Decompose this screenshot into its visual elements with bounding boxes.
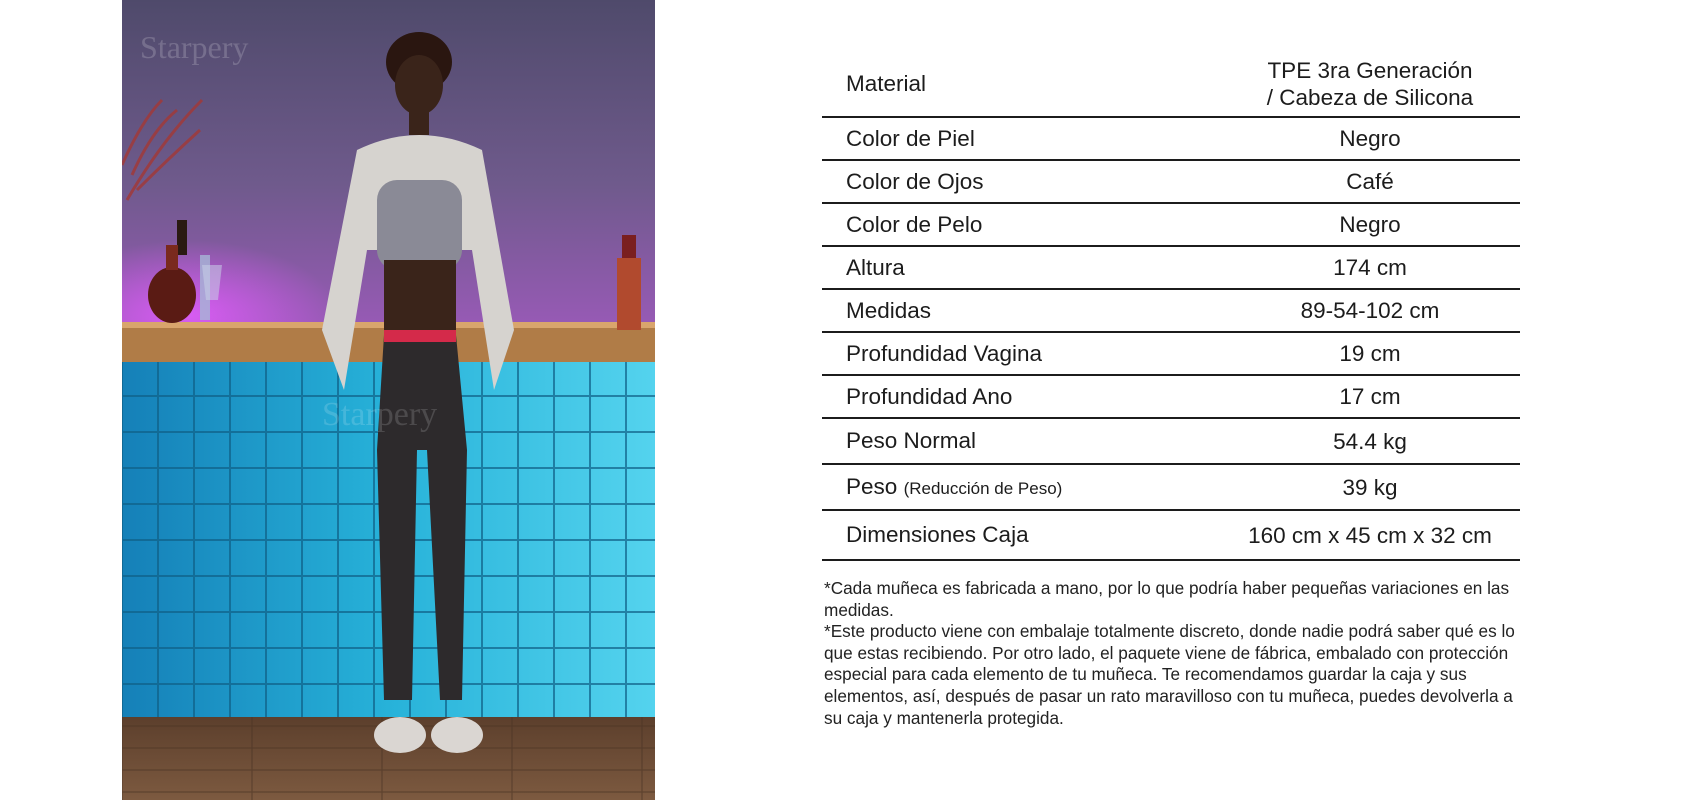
spec-label	[822, 474, 1234, 500]
spec-row-reduced-weight	[822, 465, 1520, 511]
spec-label: Profundidad Vagina	[846, 340, 1042, 366]
spec-label: Profundidad Ano	[846, 383, 1013, 409]
spec-label: Dimensiones Caja	[846, 522, 1029, 547]
spec-value	[1234, 57, 1520, 111]
spec-label-note: (Reducción de Peso)	[903, 479, 1063, 498]
spec-row-anal-depth	[822, 376, 1520, 419]
spec-row-material	[822, 52, 1520, 118]
spec-value: 160 cm x 45 cm x 32 cm	[1248, 522, 1492, 548]
spec-value: 89-54-102 cm	[1300, 298, 1440, 323]
spec-row-skin-color	[822, 118, 1520, 161]
spec-row-measurements	[822, 290, 1520, 333]
spec-value: 174 cm	[1333, 255, 1407, 280]
spec-row-vaginal-depth	[822, 333, 1520, 376]
spec-row-eye-color	[822, 161, 1520, 204]
watermark-text-center: Starpery	[322, 396, 438, 433]
spec-label-text: Peso	[846, 474, 898, 499]
spec-value: Negro	[1339, 126, 1401, 151]
spec-value: 54.4 kg	[1333, 428, 1407, 454]
spec-value-line: / Cabeza de Silicona	[1266, 85, 1474, 110]
watermark-text: Starpery	[140, 29, 249, 65]
product-photo	[122, 0, 655, 800]
product-photo-illustration	[122, 0, 655, 800]
spec-table	[822, 52, 1520, 561]
spec-value: 17 cm	[1339, 384, 1401, 409]
spec-label: Color de Ojos	[846, 168, 984, 194]
spec-value: 19 cm	[1339, 341, 1401, 366]
spec-label: Altura	[846, 254, 905, 280]
spec-label: Peso Normal	[846, 428, 977, 453]
spec-value: Negro	[1339, 212, 1401, 237]
spec-value-line: TPE 3ra Generación	[1267, 58, 1473, 83]
spec-value: Café	[1346, 169, 1394, 194]
spec-row-height	[822, 247, 1520, 290]
packaging-note: *Este producto viene con embalaje totalmente discreto, donde nadie podrá saber qué es lo que estas recibiendo. Por otro lado, el paquete viene de fábrica, embalado con protección especial para cada elemento de tu muñeca. Te recomendamos guardar la caja y sus elementos, así, después de pasar un rato maravilloso con tu muñeca, puedes devolverla a su caja y mantenerla protegida.	[824, 621, 1515, 728]
spec-row-hair-color	[822, 204, 1520, 247]
spec-value: 39 kg	[1342, 474, 1398, 500]
spec-label: Color de Piel	[846, 125, 975, 151]
spec-row-box-dimensions	[822, 511, 1520, 561]
spec-row-normal-weight	[822, 419, 1520, 465]
disclaimer-notes	[824, 578, 1524, 729]
spec-label: Medidas	[846, 297, 932, 323]
spec-label: Color de Pelo	[846, 211, 983, 237]
spec-label: Material	[846, 71, 927, 96]
handmade-note: *Cada muñeca es fabricada a mano, por lo que podría haber pequeñas variaciones en las medidas.	[824, 578, 1510, 620]
